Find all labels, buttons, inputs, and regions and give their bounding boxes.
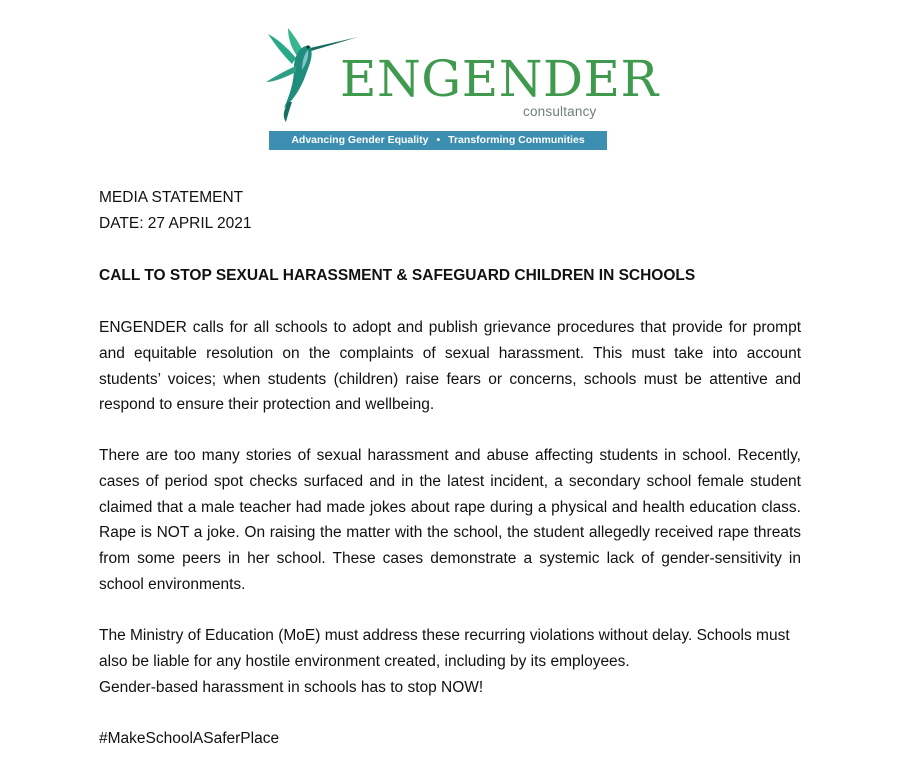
statement-title: CALL TO STOP SEXUAL HARASSMENT & SAFEGUARD CHILDREN IN SCHOOLS [99, 267, 696, 284]
body-paragraph-2: There are too many stories of sexual harassment and abuse affecting students in school. Recently, cases of period spot checks surfaced and in the latest incident, a secondary school female student claimed that a male teacher had made jokes about rape during a physical and health education class. Rape is NOT a joke. On raising the matter with the school, the student allegedly received rape threats from some peers in her school. These cases demonstrate a systemic lack of gender-sensitivity in school environments. [99, 447, 801, 593]
tagline-separator: • [436, 134, 441, 146]
statement-label: MEDIA STATEMENT [99, 189, 244, 206]
closing-call-to-action: Gender-based harassment in schools has to stop NOW! [99, 679, 484, 696]
closing-paragraph: The Ministry of Education (MoE) must address these recurring violations without delay. Schools must also be liable for any hostile environment created, including by its employees. [99, 627, 790, 670]
brand-tagline [269, 131, 607, 150]
brand-subtitle: consultancy [523, 104, 597, 119]
tagline-left: Advancing Gender Equality [291, 134, 429, 146]
tagline-right: Transforming Communities [448, 134, 585, 146]
statement-date: DATE: 27 APRIL 2021 [99, 215, 252, 232]
hashtag: #MakeSchoolASaferPlace [99, 730, 280, 747]
brand-wordmark: ENGENDER [340, 50, 659, 108]
body-paragraph-1: ENGENDER calls for all schools to adopt and publish grievance procedures that provide for prompt and equitable resolution on the complaints of sexual harassment. This must take into account students’ voices; when students (children) raise fears or concerns, schools must be attentive and respond to ensure their protection and wellbeing. [99, 319, 801, 414]
engender-logo [266, 24, 659, 154]
